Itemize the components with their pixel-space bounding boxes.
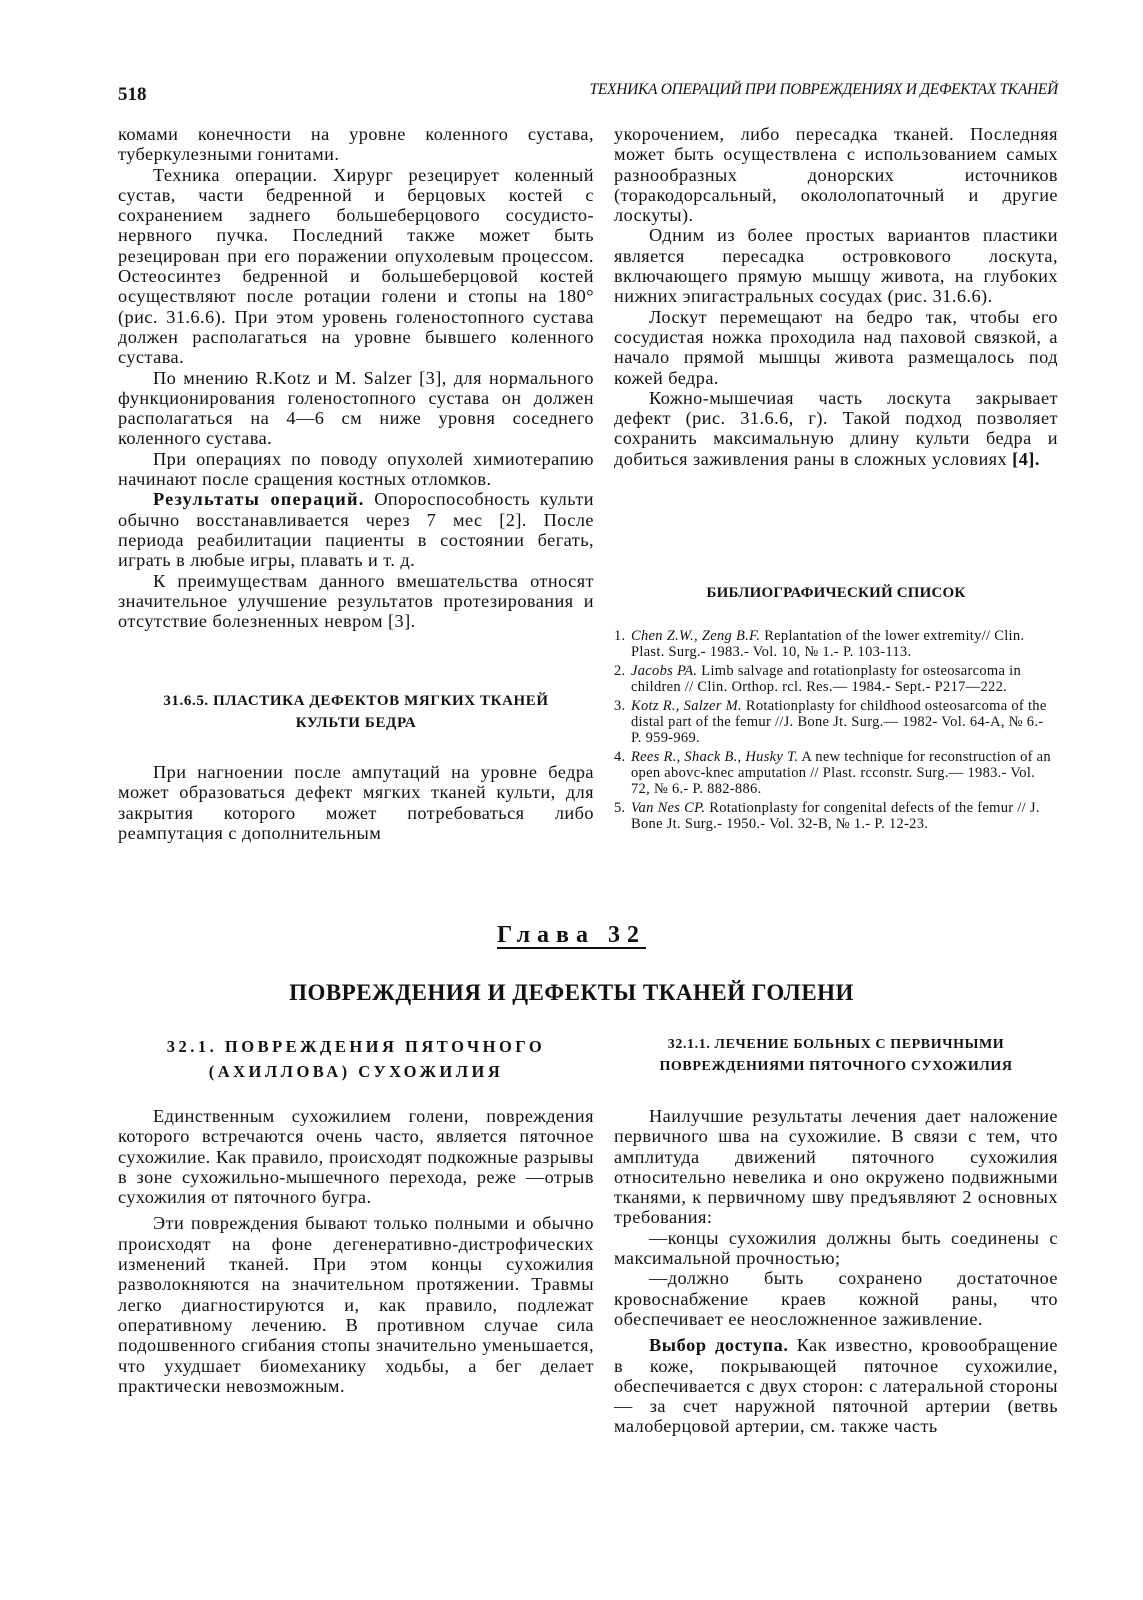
- bibliography-authors: Jacobs PA.: [631, 663, 698, 679]
- section-heading-32-1: [118, 1034, 594, 1084]
- paragraph: [614, 388, 1058, 469]
- bibliography-text: Rotationplasty for congenital defects of the femur // J. Bone Jt. Surg.- 1950.- Vol. 32-B, № 1.- P. 12-23.: [631, 800, 1040, 832]
- bibliography-text: A new technique for reconstruction of an open abovc-knec amputation // Plast. rcconstr. Surg.— 1983.- Vol. 72, № 6.- P. 882-886.: [631, 749, 1051, 797]
- bibliography-list: [614, 628, 1058, 835]
- bibliography-authors: Van Nes CP.: [631, 800, 706, 816]
- paragraph: К преимуществам данного вмешательства относят значительное улучшение результатов протезирования и отсутствие болезненных невром [3].: [118, 570, 594, 632]
- section-heading-line: ПОВРЕЖДЕНИЯМИ ПЯТОЧНОГО СУХОЖИЛИЯ: [659, 1059, 1013, 1074]
- citation: [4].: [1012, 448, 1040, 469]
- bibliography-number: 5.: [614, 800, 626, 816]
- bibliography-authors: Chen Z.W., Zeng B.F.: [631, 628, 761, 644]
- paragraph: [118, 489, 594, 570]
- section-heading-31-6-5: [118, 690, 594, 734]
- section-heading-line: КУЛЬТИ БЕДРА: [295, 715, 417, 731]
- chapter-label: [0, 922, 1143, 949]
- bibliography-number: 4.: [614, 749, 626, 765]
- chapter-title: ПОВРЕЖДЕНИЯ И ДЕФЕКТЫ ТКАНЕЙ ГОЛЕНИ: [289, 980, 854, 1005]
- paragraph: По мнению R.Kotz и M. Salzer [3], для нормального функционирования голеностопного сустава он должен располагаться на 4—6 см ниже уровня соседнего коленного сустава.: [118, 367, 594, 449]
- bibliography-text: Limb salvage and rotationplasty for osteosarcoma in children // Clin. Orthop. rcl. Res.— 1984.- Sept.- P217—222.: [631, 663, 1022, 695]
- section-heading-line: (АХИЛЛОВА) СУХОЖИЛИЯ: [208, 1062, 504, 1081]
- bibliography-number: 3.: [614, 698, 626, 714]
- paragraph: —концы сухожилия должны быть соединены с максимальной прочностью;: [614, 1227, 1058, 1269]
- section-heading-line: 31.6.5. ПЛАСТИКА ДЕФЕКТОВ МЯГКИХ ТКАНЕЙ: [163, 693, 549, 709]
- paragraph: укорочением, либо пересадка тканей. Последняя может быть осуществлена с использованием самых разнообразных донорских источников (торакодорсальный, окололопаточный и другие лоскуты).: [614, 124, 1058, 226]
- paragraph: При нагноении после ампутаций на уровне бедра может образоваться дефект мягких тканей культи, для закрытия которого может потребоваться либо реампутация с дополнительным: [118, 762, 594, 843]
- paragraph: При операциях по поводу опухолей химиотерапию начинают после сращения костных отломков.: [118, 448, 594, 490]
- top-left-column: [118, 124, 594, 631]
- bibliography-number: 1.: [614, 628, 626, 644]
- running-header: ТЕХНИКА ОПЕРАЦИЙ ПРИ ПОВРЕЖДЕНИЯХ И ДЕФЕКТАХ ТКАНЕЙ: [589, 81, 1058, 98]
- bibliography-number: 2.: [614, 663, 626, 679]
- bibliography-text: Replantation of the lower extremity// Clin. Plast. Surg.- 1983.- Vol. 10, № 1.- P. 103-113.: [631, 628, 1025, 660]
- paragraph: Наилучшие результаты лечения дает наложение первичного шва на сухожилие. В связи с тем, что амплитуда движений пяточного сухожилия относительно невелика и оно окружено подвижными тканями, к первичному шву предъявляют 2 основных требования:: [614, 1106, 1058, 1228]
- bibliography-entry: [614, 698, 1058, 746]
- section-heading-32-1-1: [614, 1034, 1058, 1078]
- paragraph: комами конечности на уровне коленного сустава, туберкулезными гонитами.: [118, 124, 594, 165]
- bibliography-entry: [614, 800, 1058, 832]
- run-in-heading: Результаты операций.: [153, 489, 365, 510]
- paragraph: Техника операции. Хирург резецирует коленный сустав, части бедренной и берцовых костей с сохранением заднего большеберцового сосудисто-нервного пучка. Последний также может быть резецирован при его поражении опухолевым процессом. Остеосинтез бедренной и большеберцовой костей осуществляют после ротации голени и стопы на 180° (рис. 31.6.6). При этом уровень голеностопного сустава должен располагаться на уровне бывшего коленного сустава.: [118, 164, 594, 368]
- bibliography-entry: [614, 628, 1058, 660]
- section-31-6-5-text: [118, 762, 594, 843]
- paragraph: —должно быть сохранено достаточное кровоснабжение краев кожной раны, что обеспечивает ее неосложненное заживление.: [614, 1268, 1058, 1329]
- run-in-heading: Выбор доступа.: [649, 1335, 789, 1356]
- section-32-1-1-text: [614, 1106, 1058, 1437]
- paragraph: Лоскут перемещают на бедро так, чтобы его сосудистая ножка проходила над паховой связкой, а начало прямой мышцы живота размещалось под кожей бедра.: [614, 306, 1058, 388]
- paragraph: Единственным сухожилием голени, повреждения которого встречаются очень часто, является пяточное сухожилие. Как правило, происходят подкожные разрывы в зоне сухожильно-мышечного перехода, реже —отрыв сухожилия от пяточного бугра.: [118, 1106, 594, 1208]
- section-heading-line: 32.1. ПОВРЕЖДЕНИЯ ПЯТОЧНОГО: [166, 1037, 546, 1056]
- paragraph-text: Кожно-мышечиая часть лоскута закрывает дефект (рис. 31.6.6, г). Такой подход позволяет сохранить максимальную длину культи бедра и добиться заживления раны в сложных условиях: [614, 387, 1058, 469]
- bibliography-authors: Rees R., Shack B., Husky T.: [631, 749, 799, 765]
- bibliography-authors: Kotz R., Salzer M.: [631, 698, 742, 714]
- bibliography-heading: БИБЛИОГРАФИЧЕСКИЙ СПИСОК: [706, 585, 966, 601]
- top-right-column: [614, 124, 1058, 469]
- section-32-1-text: [118, 1106, 594, 1396]
- bibliography-entry: [614, 749, 1058, 797]
- bibliography-entry: [614, 663, 1058, 695]
- page-number: 518: [118, 84, 147, 105]
- paragraph: [614, 1335, 1058, 1436]
- paragraph-text: Как известно, кровообращение в коже, покрывающей пяточное сухожилие, обеспечивается с двух сторон: с латеральной стороны — за счет наружной пяточной артерии (ветвь малоберцовой артерии, см. также часть: [614, 1335, 1058, 1437]
- chapter-label-text: Глава 32: [497, 922, 646, 948]
- section-heading-line: 32.1.1. ЛЕЧЕНИЕ БОЛЬНЫХ С ПЕРВИЧНЫМИ: [667, 1037, 1005, 1052]
- paragraph: Эти повреждения бывают только полными и обычно происходят на фоне дегенеративно-дистрофических изменений тканей. При этом концы сухожилия разволокняются на значительном протяжении. Травмы легко диагностируются и, как правило, подлежат оперативному лечению. В противном случае сила подошвенного сгибания стопы значительно уменьшается, что ухудшает биомеханику ходьбы, а бег делает практически невозможным.: [118, 1213, 594, 1396]
- paragraph: Одним из более простых вариантов пластики является пересадка островкового лоскута, включающего прямую мышцу живота, на глубоких нижних эпигастральных сосудах (рис. 31.6.6).: [614, 225, 1058, 307]
- bibliography-text: Rotationplasty for childhood osteosarcoma of the distal part of the femur //J. Bone Jt. Surg.— 1982- Vol. 64-A, № 6.- P. 959-969.: [631, 698, 1047, 746]
- paragraph-text: Опороспособность культи обычно восстанавливается через 7 мес [2]. После периода реабилитации пациенты в состоянии бегать, играть в любые игры, плавать и т. д.: [118, 489, 595, 571]
